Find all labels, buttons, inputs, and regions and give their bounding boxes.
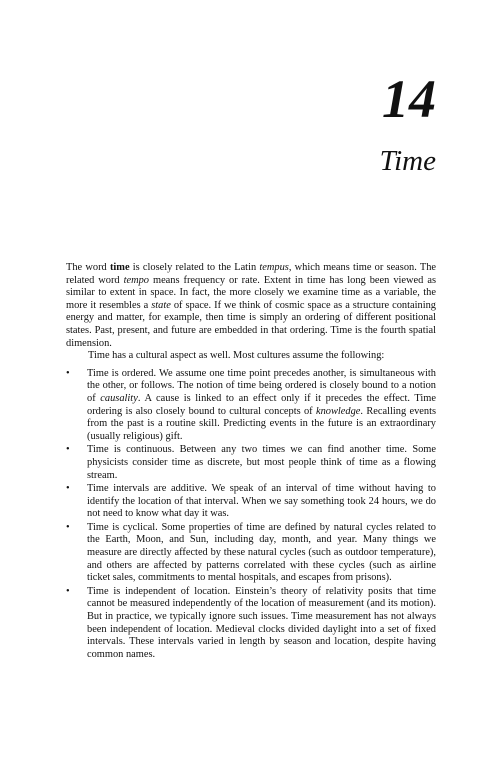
intro-text-5: of space. If we think of cosmic space as a structure containing energy and matter, for example, then time is simply an ordering of different positional states. Past, present, and future are embedded in that ordering. Time is the fourth spatial dimension. <box>66 299 436 349</box>
body-text <box>66 262 436 662</box>
term-knowledge: knowledge <box>315 405 361 417</box>
bullet-list <box>66 368 436 662</box>
bullet-item-additive <box>66 483 436 521</box>
bullet-mark: • <box>66 367 70 379</box>
bullet-item-continuous <box>66 444 436 482</box>
term-tempus: tempus <box>259 262 289 273</box>
term-causality: causality <box>100 392 138 404</box>
bullet-location-text: Time is independent of location. Einstein’s theory of relativity posits that time cannot be measured independently of the location of measurement (and its motion). But in practice, we typically ignore such issues. Time measurement has not always been independent of location. Medieval clocks divided daylight into a set of fixed intervals. These intervals varied in length by season and location, despite having common names. <box>87 585 436 660</box>
bullet-continuous-text: Time is continuous. Between any two times we can find another time. Some physicists consider time as discrete, but most people think of time as a flowing stream. <box>87 444 436 481</box>
intro-text-1: The word <box>66 262 110 273</box>
intro-text-4: means frequency or rate. Extent in time has long been viewed as similar to extent in space. In fact, the more closely we examine time as a variable, the more it resembles a <box>66 274 436 311</box>
term-state: state <box>151 299 171 311</box>
chapter-title: Time <box>379 145 436 177</box>
chapter-number: 14 <box>382 69 436 129</box>
bullet-mark: • <box>66 483 70 495</box>
bullet-item-location <box>66 586 436 662</box>
term-tempo: tempo <box>123 274 149 286</box>
bullet-cyclical-text: Time is cyclical. Some properties of time are defined by natural cycles related to the Earth, Moon, and Sun, including day, month, and year. Many things we measure are directly affected by these natural cycles (such as outdoor temperature), and others are affected by patterns correlated with these cycles (such as airline ticket sales, commitments to mental hospitals, and escapes from prisons). <box>87 521 436 584</box>
intro-text-3: , which means time or season. The related word <box>66 262 436 286</box>
cultural-paragraph: Time has a cultural aspect as well. Most cultures assume the following: <box>88 350 385 362</box>
bullet-ordered-text-3: . Recalling events from the past is a routine skill. Predicting events in the future is an extraordinary (usually religious) gift. <box>87 405 437 442</box>
bullet-mark: • <box>66 444 70 456</box>
intro-paragraph <box>66 262 436 350</box>
term-time: time <box>109 262 130 273</box>
bullet-additive-text: Time intervals are additive. We speak of an interval of time without having to identify the location of that interval. When we say something took 24 hours, we do not need to know what day it was. <box>87 483 436 520</box>
bullet-item-ordered <box>66 368 436 444</box>
bullet-ordered-text-2: . A cause is linked to an effect only if it precedes the effect. Time ordering is also closely bound to cultural concepts of <box>87 392 436 417</box>
bullet-ordered-text-1: Time is ordered. We assume one time point precedes another, is simultaneous with the other, or follows. The notion of time being ordered is closely bound to a notion of <box>87 367 436 404</box>
bullet-item-cyclical <box>66 522 436 585</box>
bullet-mark: • <box>66 585 70 597</box>
bullet-mark: • <box>66 521 70 533</box>
intro-text-2: is closely related to the Latin <box>129 262 260 273</box>
